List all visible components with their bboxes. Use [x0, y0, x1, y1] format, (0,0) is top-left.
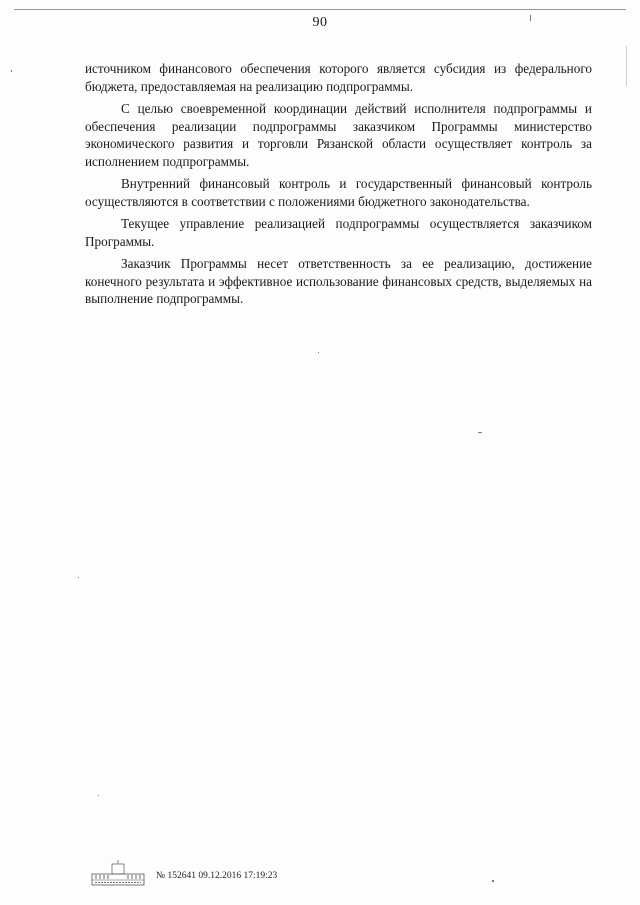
- scan-speck: [318, 352, 319, 353]
- registry-stamp-icon: [88, 860, 148, 888]
- document-body: [85, 60, 592, 313]
- paragraph-continuation: источником финансового обеспечения которого является субсидия из федерального бюджета, предоставляемая на реализацию подпрограммы.: [85, 61, 592, 94]
- paragraph-responsibility: Заказчик Программы несет ответственность за ее реализацию, достижение конечного результата и эффективное использование финансовых средств, выделяемых на выполнение подпрограммы.: [85, 256, 592, 306]
- paragraph-coordination: С целью своевременной координации действий исполнителя подпрограммы и обеспечения реализации подпрограммы заказчиком Программы министерство экономического развития и торговли Рязанской области осуществляет контроль за исполнением подпрограммы.: [85, 101, 592, 169]
- scan-speck: [530, 15, 531, 21]
- paragraph-financial-control: Внутренний финансовый контроль и государственный финансовый контроль осуществляются в соответствии с положениями бюджетного законодательства.: [85, 176, 592, 209]
- page-number: 90: [312, 15, 328, 30]
- scan-speck: [478, 432, 482, 433]
- registration-number: № 152641 09.12.2016 17:19:23: [156, 871, 278, 881]
- scan-speck: [492, 880, 494, 882]
- scan-speck: [98, 795, 99, 796]
- scan-edge-mark: [626, 46, 627, 86]
- document-footer: [88, 860, 388, 890]
- scan-speck: [11, 70, 12, 72]
- paragraph-current-management: Текущее управление реализацией подпрограммы осуществляется заказчиком Программы.: [85, 216, 592, 249]
- scan-speck: [78, 577, 79, 578]
- scan-edge-line: [14, 9, 626, 10]
